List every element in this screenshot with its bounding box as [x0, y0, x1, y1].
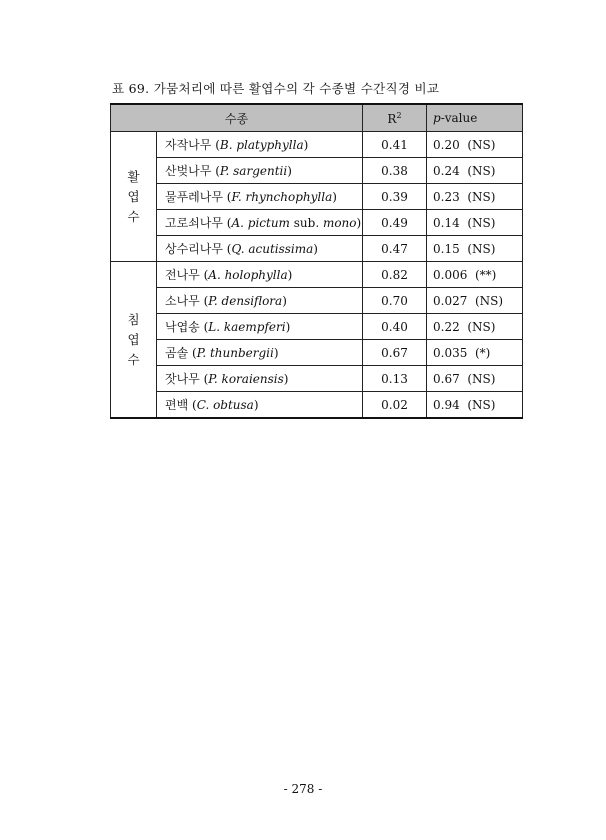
header-r2-sup: 2	[396, 110, 402, 120]
p-value: 0.14 (NS)	[427, 210, 523, 236]
r2-value: 0.47	[363, 236, 427, 262]
header-pvalue	[427, 104, 523, 132]
p-value: 0.22 (NS)	[427, 314, 523, 340]
header-pvalue-rest: -value	[440, 111, 478, 125]
group-label-char: 수	[127, 208, 140, 224]
species-scientific-name: P. thunbergii	[196, 346, 274, 360]
p-value: 0.23 (NS)	[427, 184, 523, 210]
species-name-cell: 곰솔 (P. thunbergii)	[157, 340, 363, 366]
species-name-cell: 소나무 (P. densiflora)	[157, 288, 363, 314]
species-scientific-name: Q. acutissima	[231, 242, 314, 256]
p-value: 0.15 (NS)	[427, 236, 523, 262]
r2-value: 0.02	[363, 392, 427, 419]
r2-value: 0.70	[363, 288, 427, 314]
species-korean-name: 잣나무	[165, 372, 200, 386]
table-row	[111, 132, 523, 158]
species-name-cell: 고로쇠나무 (A. pictum sub. mono)	[157, 210, 363, 236]
group-label-char: 활	[127, 168, 140, 184]
group-label-char: 엽	[127, 188, 140, 204]
r2-value: 0.82	[363, 262, 427, 288]
species-korean-name: 소나무	[165, 294, 200, 308]
species-name-cell: 낙엽송 (L. kaempferi)	[157, 314, 363, 340]
species-korean-name: 편백	[165, 398, 189, 412]
header-species: 수종	[111, 104, 363, 132]
species-name-cell: 물푸레나무 (F. rhynchophylla)	[157, 184, 363, 210]
species-subspecies-name: mono	[322, 216, 357, 230]
p-value: 0.006 (**)	[427, 262, 523, 288]
p-value: 0.20 (NS)	[427, 132, 523, 158]
species-scientific-name: F. rhynchophylla	[231, 190, 333, 204]
table-row	[111, 236, 523, 262]
species-korean-name: 곰솔	[165, 346, 189, 360]
species-korean-name: 전나무	[165, 268, 200, 282]
header-r2-base: R	[387, 111, 397, 126]
species-scientific-name: P. densiflora	[208, 294, 283, 308]
p-value: 0.035 (*)	[427, 340, 523, 366]
table-row	[111, 366, 523, 392]
species-scientific-name: L. kaempferi	[208, 320, 286, 334]
species-name-cell: 잣나무 (P. koraiensis)	[157, 366, 363, 392]
species-korean-name: 자작나무	[165, 138, 212, 152]
group-label-char: 엽	[127, 331, 140, 347]
species-scientific-name: P. koraiensis	[208, 372, 284, 386]
table-row	[111, 210, 523, 236]
header-row	[111, 104, 523, 132]
header-pvalue-italic: p	[433, 111, 441, 125]
group-label	[111, 262, 157, 419]
species-korean-name: 고로쇠나무	[165, 216, 223, 230]
species-korean-name: 낙엽송	[165, 320, 200, 334]
species-scientific-name: C. obtusa	[196, 398, 254, 412]
species-korean-name: 상수리나무	[165, 242, 223, 256]
p-value: 0.67 (NS)	[427, 366, 523, 392]
page-number: - 278 -	[283, 782, 323, 796]
r2-value: 0.41	[363, 132, 427, 158]
group-label-char: 수	[127, 351, 140, 367]
table-row	[111, 184, 523, 210]
r2-value: 0.67	[363, 340, 427, 366]
species-korean-name: 산벚나무	[165, 164, 212, 178]
r2-value: 0.49	[363, 210, 427, 236]
species-subspecies-marker: sub.	[289, 216, 323, 230]
table-row	[111, 314, 523, 340]
species-scientific-name: A. holophylla	[208, 268, 288, 282]
r2-value: 0.38	[363, 158, 427, 184]
p-value: 0.027 (NS)	[427, 288, 523, 314]
species-name-cell: 전나무 (A. holophylla)	[157, 262, 363, 288]
table-row	[111, 262, 523, 288]
species-name-cell: 산벚나무 (P. sargentii)	[157, 158, 363, 184]
p-value: 0.94 (NS)	[427, 392, 523, 419]
table-caption: 표 69. 가뭄처리에 따른 활엽수의 각 수종별 수간직경 비교	[112, 81, 440, 96]
species-comparison-table	[110, 103, 523, 419]
table-row	[111, 288, 523, 314]
r2-value: 0.40	[363, 314, 427, 340]
group-label	[111, 132, 157, 262]
table-row	[111, 340, 523, 366]
r2-value: 0.13	[363, 366, 427, 392]
species-scientific-name: B. platyphylla	[219, 138, 304, 152]
species-name-cell: 편백 (C. obtusa)	[157, 392, 363, 419]
r2-value: 0.39	[363, 184, 427, 210]
p-value: 0.24 (NS)	[427, 158, 523, 184]
species-scientific-name: A. pictum	[231, 216, 290, 230]
group-label-char: 침	[127, 311, 140, 327]
species-korean-name: 물푸레나무	[165, 190, 223, 204]
species-scientific-name: P. sargentii	[219, 164, 288, 178]
table-row	[111, 158, 523, 184]
species-name-cell: 자작나무 (B. platyphylla)	[157, 132, 363, 158]
header-r2	[363, 104, 427, 132]
table-row	[111, 392, 523, 419]
species-name-cell: 상수리나무 (Q. acutissima)	[157, 236, 363, 262]
